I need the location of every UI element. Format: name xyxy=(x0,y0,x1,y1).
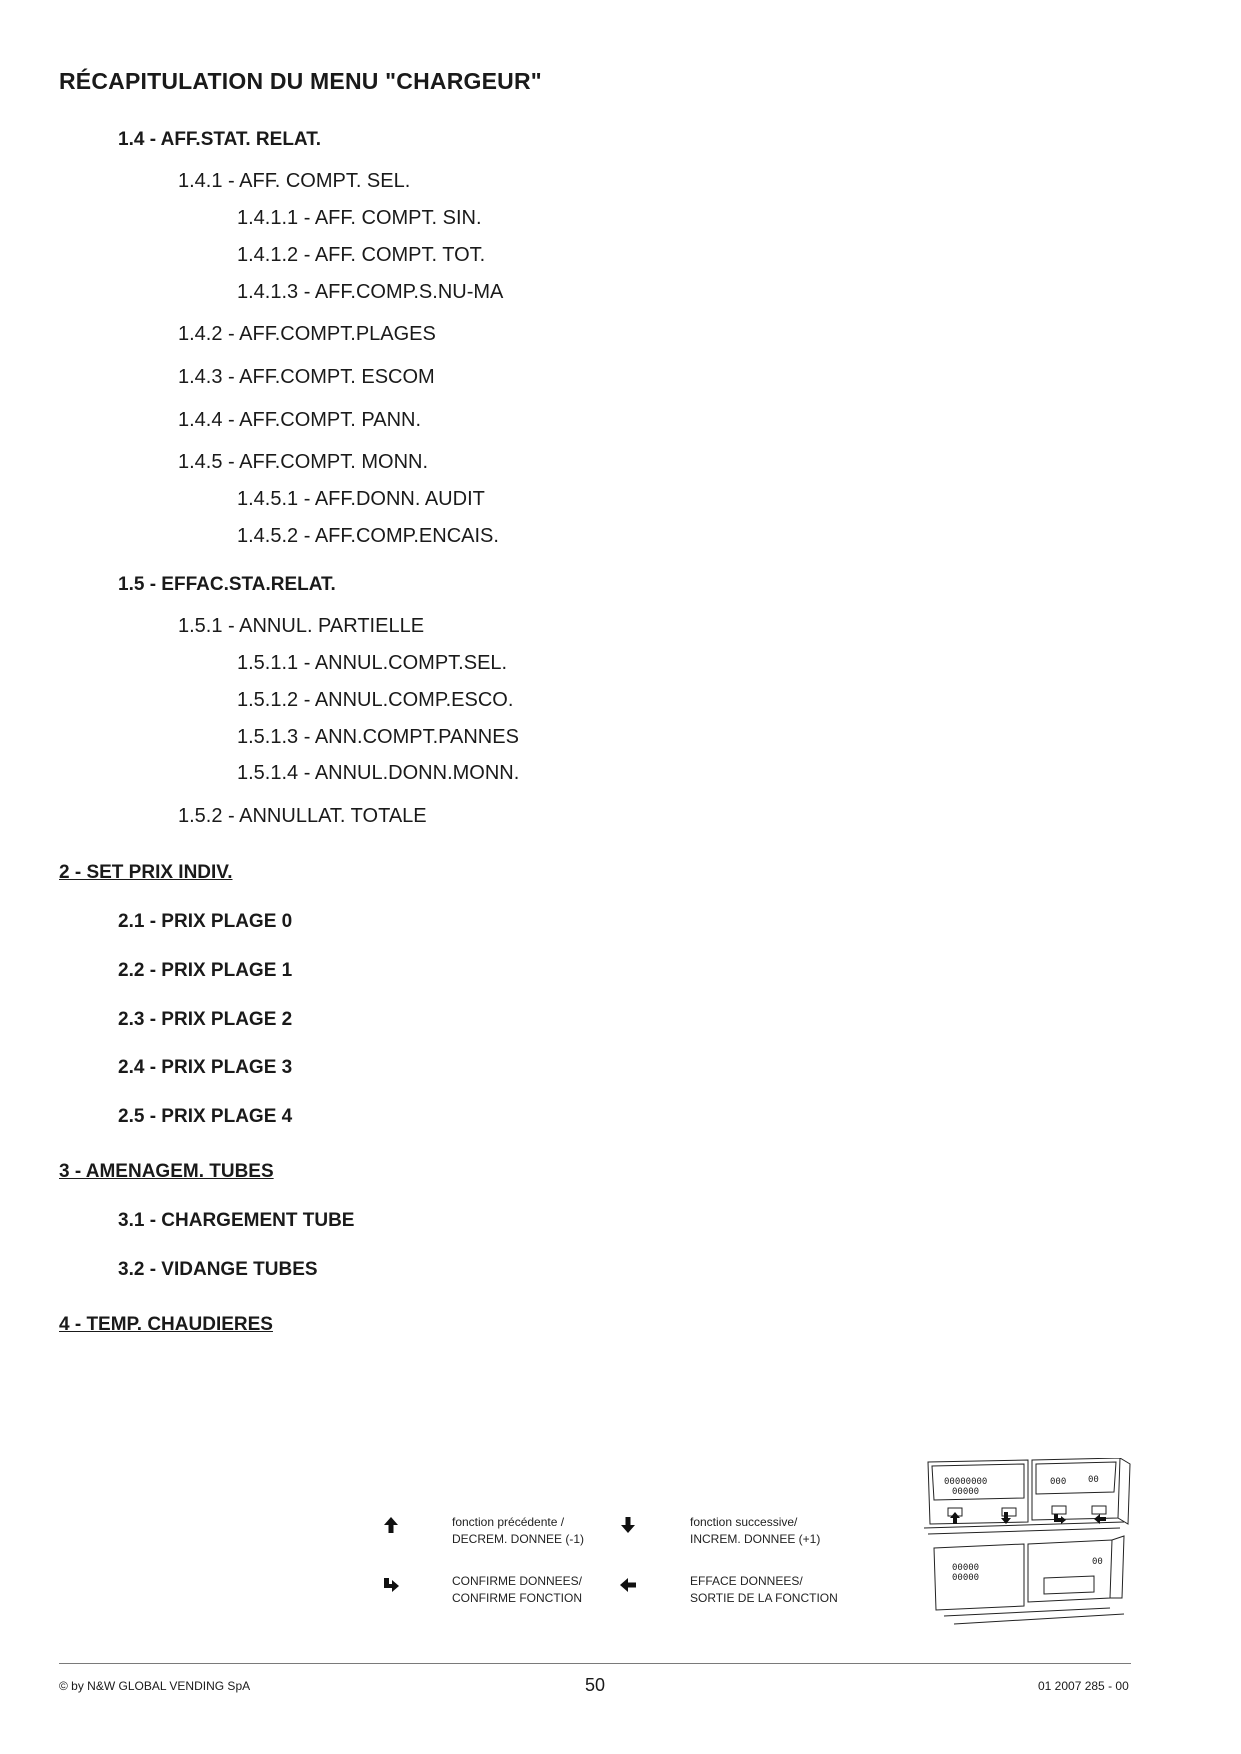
menu-item-1-4: 1.4 - AFF.STAT. RELAT. xyxy=(118,129,322,150)
footer-copyright: © by N&W GLOBAL VENDING SpA xyxy=(59,1679,251,1693)
menu-item-2-1: 2.1 - PRIX PLAGE 0 xyxy=(118,911,293,932)
document-number: 01 2007 285 - 00 xyxy=(1038,1679,1129,1693)
footer-divider xyxy=(59,1663,1131,1664)
svg-text:00000: 00000 xyxy=(952,1563,980,1573)
menu-item-1-4-1-2: 1.4.1.2 - AFF. COMPT. TOT. xyxy=(237,244,486,266)
svg-text:000: 000 xyxy=(1050,1477,1067,1487)
legend-up-text: fonction précédente / DECREM. DONNEE (-1) xyxy=(452,1515,585,1546)
menu-section-3: 3 - AMENAGEM. TUBES xyxy=(59,1161,274,1182)
svg-text:00000: 00000 xyxy=(952,1573,980,1583)
menu-item-2-2: 2.2 - PRIX PLAGE 1 xyxy=(118,960,293,981)
menu-item-2-4: 2.4 - PRIX PLAGE 3 xyxy=(118,1057,293,1078)
menu-item-1-4-1: 1.4.1 - AFF. COMPT. SEL. xyxy=(178,170,411,192)
svg-text:00: 00 xyxy=(1088,1475,1099,1485)
arrow-up-icon xyxy=(382,1516,400,1534)
page-number: 50 xyxy=(585,1675,606,1695)
menu-item-1-5-1-2: 1.5.1.2 - ANNUL.COMP.ESCO. xyxy=(237,689,514,711)
menu-item-3-1: 3.1 - CHARGEMENT TUBE xyxy=(118,1210,355,1231)
legend-down-text: fonction successive/ INCREM. DONNEE (+1) xyxy=(690,1515,821,1546)
menu-item-2-5: 2.5 - PRIX PLAGE 4 xyxy=(118,1106,293,1127)
svg-text:00000000: 00000000 xyxy=(944,1477,988,1487)
menu-section-2: 2 - SET PRIX INDIV. xyxy=(59,862,233,883)
menu-item-1-5-1-3: 1.5.1.3 - ANN.COMPT.PANNES xyxy=(237,726,519,748)
menu-item-1-4-5: 1.4.5 - AFF.COMPT. MONN. xyxy=(178,451,429,473)
menu-item-1-5-2: 1.5.2 - ANNULLAT. TOTALE xyxy=(178,805,427,827)
arrow-left-icon xyxy=(619,1576,637,1594)
menu-section-4: 4 - TEMP. CHAUDIERES xyxy=(59,1314,273,1335)
svg-text:00000: 00000 xyxy=(952,1487,980,1497)
menu-item-1-4-2: 1.4.2 - AFF.COMPT.PLAGES xyxy=(178,323,436,345)
menu-item-1-5-1: 1.5.1 - ANNUL. PARTIELLE xyxy=(178,615,425,637)
menu-item-1-4-3: 1.4.3 - AFF.COMPT. ESCOM xyxy=(178,366,435,388)
legend-confirm-text: CONFIRME DONNEES/ CONFIRME FONCTION xyxy=(452,1574,583,1605)
menu-item-1-4-5-2: 1.4.5.2 - AFF.COMP.ENCAIS. xyxy=(237,525,499,547)
legend-clear-text: EFFACE DONNEES/ SORTIE DE LA FONCTION xyxy=(690,1574,838,1605)
menu-item-1-4-1-1: 1.4.1.1 - AFF. COMPT. SIN. xyxy=(237,207,482,229)
menu-item-1-5-1-4: 1.5.1.4 - ANNUL.DONN.MONN. xyxy=(237,762,520,784)
page-title: RÉCAPITULATION DU MENU "CHARGEUR" xyxy=(59,68,542,94)
svg-text:00: 00 xyxy=(1092,1557,1103,1567)
arrow-down-icon xyxy=(619,1516,637,1534)
menu-item-3-2: 3.2 - VIDANGE TUBES xyxy=(118,1259,318,1280)
menu-item-1-5: 1.5 - EFFAC.STA.RELAT. xyxy=(118,574,336,595)
vending-machine-display-illustration xyxy=(924,1458,1136,1630)
menu-item-2-3: 2.3 - PRIX PLAGE 2 xyxy=(118,1009,293,1030)
menu-item-1-4-1-3: 1.4.1.3 - AFF.COMP.S.NU-MA xyxy=(237,281,504,303)
menu-item-1-5-1-1: 1.5.1.1 - ANNUL.COMPT.SEL. xyxy=(237,652,508,674)
menu-item-1-4-5-1: 1.4.5.1 - AFF.DONN. AUDIT xyxy=(237,488,485,510)
menu-item-1-4-4: 1.4.4 - AFF.COMPT. PANN. xyxy=(178,409,422,431)
confirm-arrow-icon xyxy=(382,1576,400,1594)
